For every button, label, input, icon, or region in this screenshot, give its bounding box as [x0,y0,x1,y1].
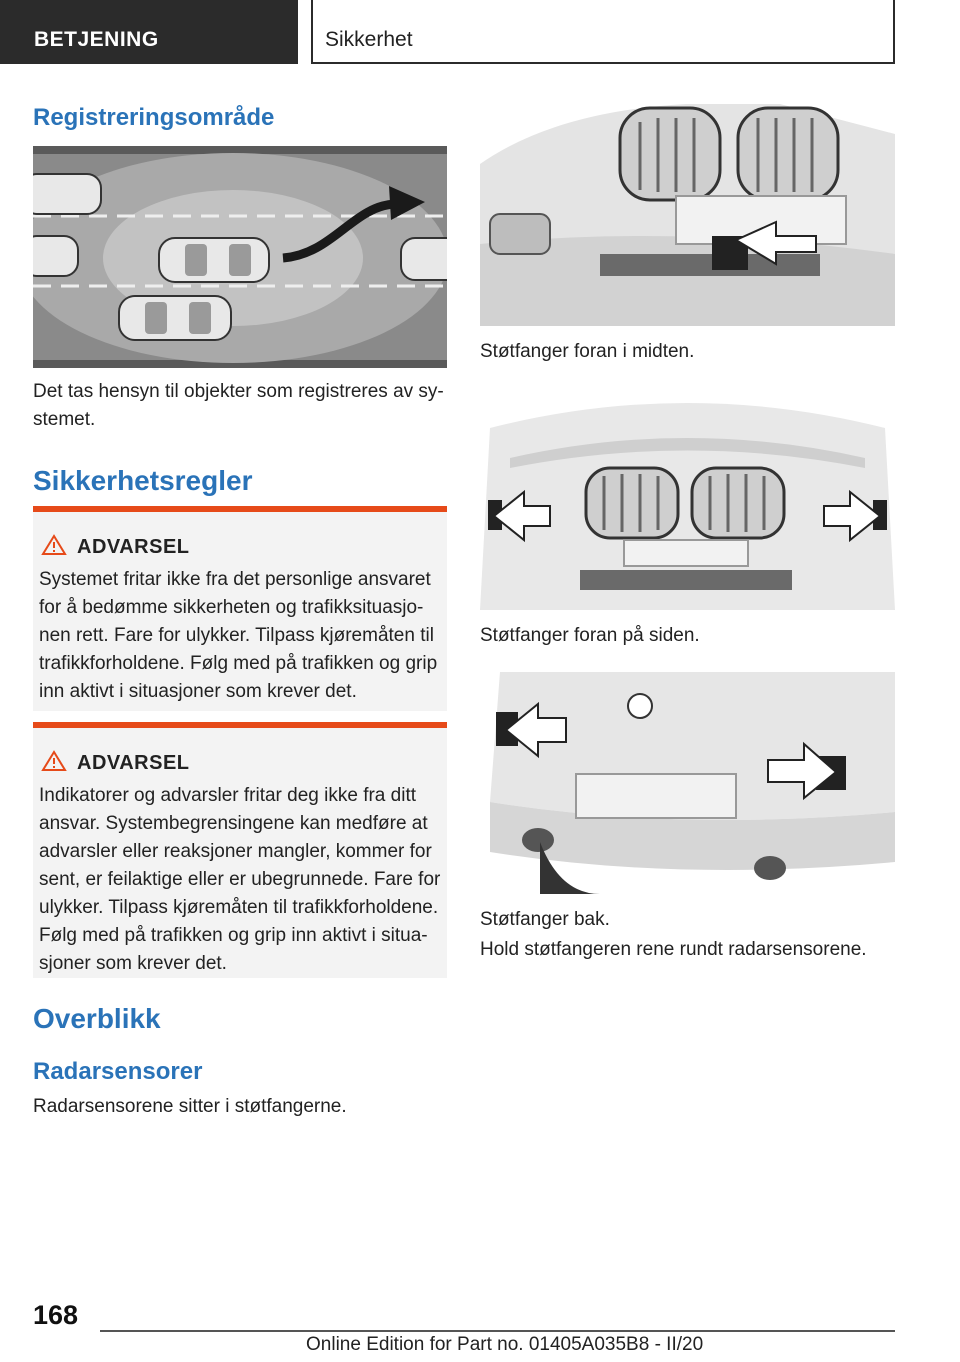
heading-safety-rules: Sikkerhetsregler [33,465,253,496]
warning-title: ADVARSEL [77,536,190,558]
heading-radar-sensors: Radarsensorer [33,1058,203,1085]
radar-cleaning-note: Hold støtfangeren rene rundt radarsensorene. [480,939,867,960]
page-number: 168 [33,1300,79,1330]
header-section-label: BETJENING [34,28,159,51]
warning-title: ADVARSEL [77,752,190,774]
caption-front-side: Støtfanger foran på siden. [480,625,700,646]
front-bumper-center-image [480,104,895,326]
warning-body: Indikatorer og advarsler fritar deg ikke fra ditt ansvar. Systembegrensingene kan medføre at advarsler eller reaksjoner mangler, kommer for sent, er feilaktige eller er ubegrunnede. Fare for ulykker. Tilpass kjøremåten til trafikkforholdene. Følg med på trafikken og grip inn aktivt i situa-sjoner som krever det. [39,785,441,974]
warning-body: Systemet fritar ikke fra det personlige ansvaret for å bedømme sikkerheten og trafikksituasjo-nen rett. Fare for ulykker. Tilpass kjøremåten til trafikkforholdene. Følg med på trafikken og grip inn aktivt i situasjoner som krever det. [39,569,438,702]
header-chapter-label: Sikkerhet [325,28,413,51]
warning-box-1 [33,506,447,711]
heading-detection-area: Registreringsområde [33,104,275,131]
header-chapter-tab [311,0,895,64]
detection-area-illustration [33,146,447,368]
footer-edition: Online Edition for Part no. 01405A035B8 - II/20 [306,1334,704,1355]
caption-rear: Støtfanger bak. [480,909,610,930]
warning-triangle-icon [41,750,67,777]
header-section-tab [0,0,298,64]
front-bumper-side-image [480,388,895,610]
warning-triangle-icon [41,534,67,561]
detection-description: Det tas hensyn til objekter som registreres av sy-stemet. [33,381,444,430]
rear-bumper-image [480,672,895,894]
footer-divider [100,1330,895,1332]
radar-description: Radarsensorene sitter i støtfangerne. [33,1096,347,1117]
warning-box-2 [33,722,447,978]
heading-overview: Overblikk [33,1003,161,1034]
caption-front-center: Støtfanger foran i midten. [480,341,695,362]
